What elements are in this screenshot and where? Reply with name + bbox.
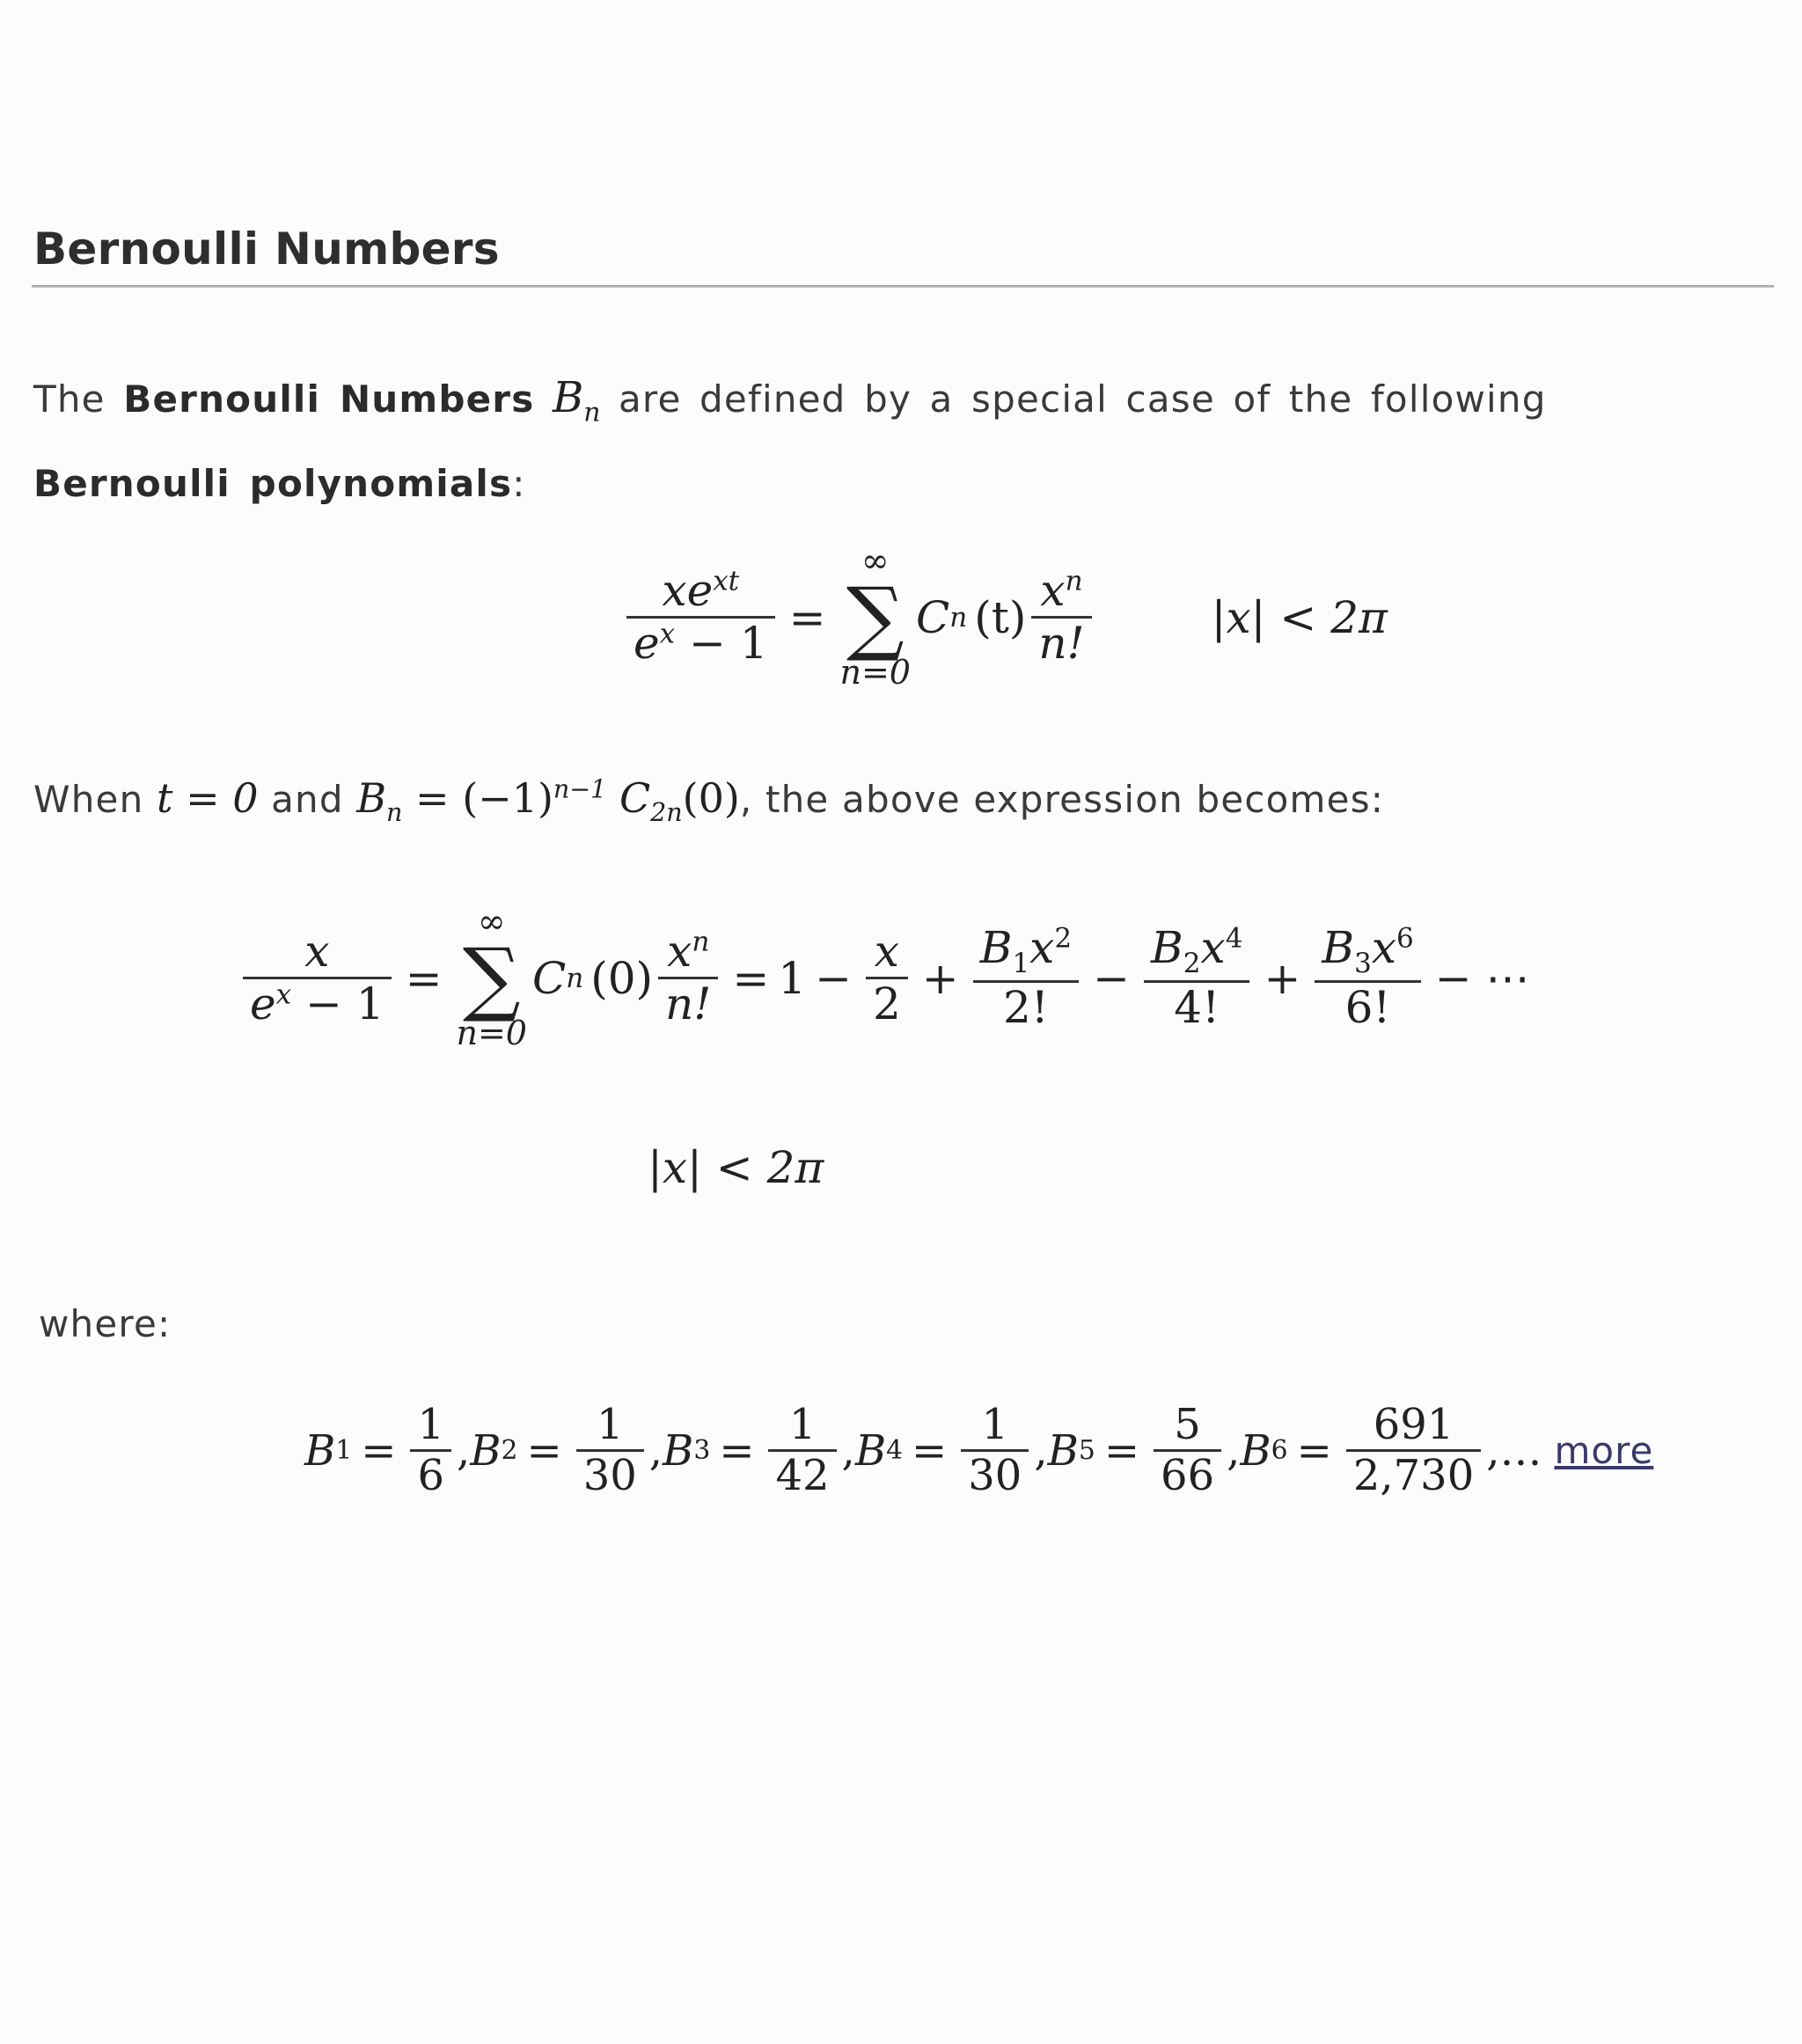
convergence-condition: |x| < 2π <box>1211 591 1388 643</box>
when-text-1: When <box>33 778 157 821</box>
when-formula-exp: n−1 <box>553 774 607 804</box>
term-4-x: x <box>1371 922 1397 974</box>
value-5-fraction <box>1154 1401 1221 1500</box>
lhs-den-exp: x <box>659 618 676 650</box>
c-argument: (0) <box>590 952 654 1004</box>
sum-symbol: ∑ <box>846 569 905 664</box>
series-term-1 <box>866 927 908 1030</box>
term-3-x: x <box>1200 922 1226 974</box>
when-formula-c-sub: 2n <box>650 798 683 828</box>
value-1-separator: , <box>456 1425 471 1476</box>
value-3-symbol: B <box>663 1425 694 1476</box>
equals-sign: = <box>788 591 826 643</box>
value-4-fraction <box>961 1401 1029 1500</box>
value-2-subscript: 2 <box>501 1435 518 1467</box>
sum-lower-limit: n=0 <box>839 653 911 692</box>
bernoulli-value-4 <box>855 1401 1048 1500</box>
sum-upper-limit: ∞ <box>477 902 506 941</box>
term-denominator: n! <box>1038 618 1085 670</box>
term-fraction <box>658 927 718 1030</box>
term-num-exp: n <box>1065 564 1083 597</box>
when-text-3: , the above expression becomes: <box>739 778 1385 821</box>
lhs-denominator <box>626 619 775 670</box>
c-subscript: n <box>949 601 968 634</box>
minus-sign-2: − <box>1093 952 1131 1004</box>
value-2-fraction <box>576 1401 644 1500</box>
lhs-denominator <box>243 979 392 1030</box>
bernoulli-value-1 <box>304 1401 470 1500</box>
plus-sign-2: + <box>1264 952 1301 1004</box>
when-b: B <box>356 774 387 822</box>
term-4-exp: 6 <box>1396 922 1414 955</box>
lhs-den-rest: − 1 <box>675 618 768 670</box>
when-b-sub: n <box>386 798 403 828</box>
intro-symbol-bn <box>552 373 601 429</box>
value-2-equals: = <box>526 1425 562 1476</box>
value-2-numerator: 1 <box>596 1400 624 1449</box>
term-num-x: x <box>667 925 692 977</box>
value-6-subscript: 6 <box>1271 1435 1288 1467</box>
bernoulli-value-6 <box>1240 1401 1542 1500</box>
term-4-b: B <box>1322 922 1355 974</box>
value-2-separator: , <box>648 1425 663 1476</box>
value-2-denominator: 30 <box>582 1451 637 1501</box>
value-4-numerator: 1 <box>981 1400 1009 1449</box>
value-5-separator: , <box>1227 1425 1241 1476</box>
value-5-symbol: B <box>1047 1425 1079 1476</box>
term-numerator <box>660 927 716 978</box>
value-1-fraction <box>410 1401 451 1500</box>
term-3-numerator <box>1144 923 1249 980</box>
term-2-numerator <box>973 923 1079 980</box>
term-2-exp: 2 <box>1054 922 1073 955</box>
intro-paragraph <box>33 363 1758 519</box>
lhs-fraction <box>626 566 775 670</box>
bernoulli-value-3 <box>663 1401 855 1500</box>
term-2-b-sub: 1 <box>1012 948 1030 980</box>
sum-lower-limit: n=0 <box>456 1014 527 1053</box>
where-label: where: <box>39 1302 172 1345</box>
term-2-x: x <box>1029 922 1055 974</box>
value-1-symbol: B <box>304 1425 336 1476</box>
value-6-symbol: B <box>1240 1425 1271 1476</box>
term-2-b: B <box>979 922 1013 974</box>
value-3-subscript: 3 <box>693 1435 711 1467</box>
lhs-den-e: e <box>634 618 660 670</box>
value-6-fraction <box>1346 1401 1481 1500</box>
value-4-subscript: 4 <box>886 1435 904 1467</box>
term-3-b-sub: 2 <box>1183 948 1201 980</box>
value-6-separator: ,… <box>1486 1425 1542 1476</box>
series-term-2 <box>973 923 1079 1033</box>
summation <box>839 541 911 692</box>
value-1-numerator: 1 <box>417 1400 444 1449</box>
when-text-2: and <box>258 778 357 821</box>
lhs-numerator <box>655 566 746 617</box>
generating-function-equation <box>621 541 1388 692</box>
c-symbol: C <box>531 952 567 1004</box>
intro-symbol: B <box>552 373 584 422</box>
value-1-subscript: 1 <box>335 1435 353 1467</box>
intro-text-1: The <box>33 377 124 421</box>
series-term-3 <box>1144 923 1249 1033</box>
lhs-den-e: e <box>250 978 276 1030</box>
expanded-series-equation <box>238 902 1539 1053</box>
when-formula-1: = (−1) <box>402 774 553 822</box>
term-4-numerator <box>1315 923 1420 980</box>
constant-one: 1 <box>778 952 807 1004</box>
intro-text-3: : <box>512 461 526 505</box>
lhs-fraction <box>243 927 392 1030</box>
intro-bold-bernoulli-numbers: Bernoulli Numbers <box>123 377 535 421</box>
term-1-denominator: 2 <box>872 978 901 1030</box>
c-symbol: C <box>915 591 950 643</box>
term-fraction <box>1031 566 1091 670</box>
lhs-numerator: x <box>304 925 330 977</box>
page-title: Bernoulli Numbers <box>33 223 500 275</box>
value-4-denominator: 30 <box>968 1451 1022 1501</box>
intro-symbol-spacer <box>534 377 553 421</box>
when-formula-2: (0) <box>682 774 740 822</box>
term-num-x: x <box>1040 564 1066 616</box>
lhs-num-exp: xt <box>713 564 740 597</box>
more-link[interactable]: more <box>1554 1429 1654 1473</box>
lhs-num-x: x <box>662 564 687 616</box>
term-1-numerator: x <box>874 925 899 977</box>
value-3-numerator: 1 <box>788 1400 817 1449</box>
bernoulli-values-list <box>304 1401 1653 1500</box>
when-formula-c: C <box>606 774 651 822</box>
when-formula <box>356 774 740 828</box>
sum-symbol: ∑ <box>462 930 521 1025</box>
value-6-equals: = <box>1296 1425 1332 1476</box>
equals-sign-2: = <box>732 952 770 1004</box>
term-3-denominator: 4! <box>1174 981 1220 1033</box>
value-5-numerator: 5 <box>1174 1400 1201 1449</box>
term-4-denominator: 6! <box>1344 981 1391 1033</box>
term-3-b: B <box>1151 922 1183 974</box>
value-3-separator: , <box>841 1425 855 1476</box>
intro-symbol-sub: n <box>583 397 601 429</box>
bernoulli-value-5 <box>1048 1401 1241 1500</box>
term-numerator <box>1033 566 1089 617</box>
term-num-exp: n <box>692 925 710 957</box>
value-4-separator: , <box>1034 1425 1048 1476</box>
title-divider <box>32 285 1774 288</box>
term-2-denominator: 2! <box>1002 981 1049 1033</box>
bernoulli-value-2 <box>470 1401 663 1500</box>
intro-text-2: are defined by a special case of the following <box>600 377 1547 421</box>
value-5-denominator: 66 <box>1161 1451 1215 1501</box>
value-3-fraction <box>768 1401 836 1500</box>
term-4-b-sub: 3 <box>1354 948 1372 980</box>
series-convergence-condition: |x| < 2π <box>648 1142 824 1193</box>
value-6-denominator: 2,730 <box>1352 1451 1475 1501</box>
intro-bold-bernoulli-polynomials: Bernoulli polynomials <box>33 461 513 505</box>
lhs-num-e: e <box>686 564 714 616</box>
when-paragraph <box>33 774 1384 827</box>
lhs-den-exp: x <box>275 978 292 1011</box>
minus-sign: − <box>815 952 852 1004</box>
value-1-denominator: 6 <box>417 1451 444 1501</box>
equals-sign: = <box>405 952 443 1004</box>
lhs-den-rest: − 1 <box>291 978 385 1030</box>
value-4-equals: = <box>912 1425 948 1476</box>
series-term-4 <box>1315 923 1420 1033</box>
term-denominator: n! <box>665 978 712 1030</box>
summation <box>456 902 527 1053</box>
plus-sign: + <box>921 952 959 1004</box>
value-1-equals: = <box>361 1425 397 1476</box>
value-3-denominator: 42 <box>775 1451 830 1501</box>
c-subscript: n <box>566 962 584 994</box>
c-argument: (t) <box>974 591 1027 643</box>
when-t-equals-zero: t = 0 <box>156 774 259 822</box>
term-3-exp: 4 <box>1225 922 1243 955</box>
value-2-symbol: B <box>470 1425 502 1476</box>
value-6-numerator: 691 <box>1373 1400 1454 1449</box>
value-3-equals: = <box>719 1425 755 1476</box>
value-5-subscript: 5 <box>1078 1435 1095 1467</box>
value-5-equals: = <box>1103 1425 1140 1476</box>
sum-upper-limit: ∞ <box>861 541 890 580</box>
value-4-symbol: B <box>854 1425 887 1476</box>
series-tail: − ⋯ <box>1434 952 1530 1004</box>
